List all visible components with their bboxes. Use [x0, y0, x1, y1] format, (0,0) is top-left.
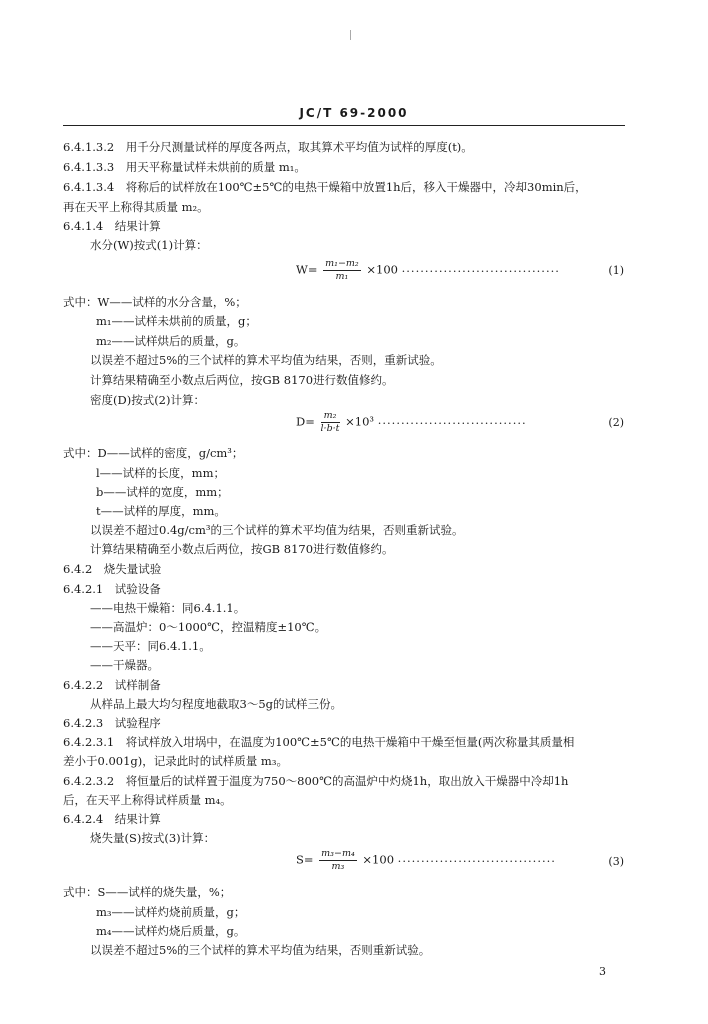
formula-numerator: m₁−m₂	[325, 258, 359, 269]
text-line: m₂——试样烘后的质量，g。	[96, 334, 246, 348]
formula-numerator: m₂	[321, 410, 340, 423]
text-line: 6.4.1.3.3 用天平称量试样未烘前的质量 m₁。	[63, 160, 306, 174]
text-line: 6.4.1.3.2 用千分尺测量试样的厚度各两点，取其算术平均值为试样的厚度(t)。	[63, 140, 473, 154]
section-heading: 6.4.2.3 试验程序	[63, 716, 161, 730]
formula-2	[296, 410, 527, 435]
formula-rhs: ×100	[366, 262, 398, 277]
formula-fraction	[321, 410, 340, 435]
header-rule	[63, 125, 625, 126]
text-line: ——天平：同6.4.1.1。	[90, 639, 211, 653]
text-line: 计算结果精确至小数点后两位，按GB 8170进行数值修约。	[90, 373, 394, 387]
text-line: ——干燥器。	[90, 658, 159, 672]
formula-1	[296, 258, 560, 283]
formula-lhs: D=	[296, 414, 315, 429]
formula-denominator: l·b·t	[320, 423, 340, 434]
text-line: ——电热干燥箱：同6.4.1.1。	[90, 601, 246, 615]
text-line: 6.4.1.3.4 将称后的试样放在100℃±5℃的电热干燥箱中放置1h后，移入干燥器中，冷却30min后，	[63, 180, 587, 194]
text-line: 式中：S——试样的烧失量，%；	[63, 885, 232, 899]
text-line: 以误差不超过5%的三个试样的算术平均值为结果，否则重新试验。	[90, 943, 431, 957]
text-line: 6.4.2.3.1 将试样放入坩埚中，在温度为100℃±5℃的电热干燥箱中干燥至恒量(两次称量其质量相	[63, 735, 575, 749]
section-heading: 6.4.2 烧失量试验	[63, 562, 162, 576]
equation-number: (1)	[608, 264, 624, 277]
text-line: ——高温炉：0～1000℃，控温精度±10℃。	[90, 620, 327, 634]
formula-rhs: ×100	[362, 852, 395, 867]
leader-dots: ··································	[397, 853, 556, 868]
text-line: 水分(W)按式(1)计算：	[90, 238, 208, 252]
formula-fraction	[319, 848, 357, 873]
formula-fraction	[323, 258, 361, 283]
text-line: 式中：W——试样的水分含量，%；	[63, 295, 247, 309]
text-line: 后，在天平上称得试样质量 m₄。	[63, 793, 232, 807]
text-line: 式中：D——试样的密度，g/cm³；	[63, 446, 244, 460]
text-line: 以误差不超过5%的三个试样的算术平均值为结果，否则，重新试验。	[90, 353, 442, 367]
text-line: 计算结果精确至小数点后两位，按GB 8170进行数值修约。	[90, 542, 394, 556]
text-line: m₁——试样未烘前的质量，g；	[96, 314, 257, 328]
scan-mark	[350, 30, 351, 40]
formula-lhs: W=	[296, 262, 318, 277]
section-heading: 6.4.2.4 结果计算	[63, 812, 161, 826]
page-number: 3	[599, 965, 606, 978]
text-line: l——试样的长度，mm；	[96, 466, 225, 480]
text-line: b——试样的宽度，mm；	[96, 485, 229, 499]
section-heading: 6.4.1.4 结果计算	[63, 219, 161, 233]
formula-lhs: S=	[296, 852, 314, 867]
formula-rhs: ×10³	[345, 414, 375, 429]
leader-dots: ································	[377, 415, 527, 430]
text-line: 烧失量(S)按式(3)计算：	[90, 831, 216, 845]
text-line: m₄——试样灼烧后质量，g。	[96, 924, 246, 938]
equation-number: (2)	[608, 416, 624, 429]
text-line: t——试样的厚度，mm。	[96, 504, 226, 518]
formula-denominator: m₁	[335, 271, 349, 282]
page-header: JC/T 69-2000	[299, 106, 409, 120]
text-line: 差小于0.001g)，记录此时的试样质量 m₃。	[63, 754, 288, 768]
text-line: m₃——试样灼烧前质量，g；	[96, 905, 246, 919]
section-heading: 6.4.2.2 试样制备	[63, 678, 161, 692]
formula-3	[296, 848, 556, 873]
text-line: 再在天平上称得其质量 m₂。	[63, 200, 209, 214]
leader-dots: ··································	[401, 263, 560, 278]
equation-number: (3)	[608, 855, 624, 868]
text-line: 6.4.2.3.2 将恒量后的试样置于温度为750～800℃的高温炉中灼烧1h，取出放入干燥器中冷却1h	[63, 774, 569, 788]
text-line: 以误差不超过0.4g/cm³的三个试样的算术平均值为结果，否则重新试验。	[90, 523, 464, 537]
formula-numerator: m₃−m₄	[321, 848, 355, 859]
formula-denominator: m₃	[331, 861, 345, 872]
text-line: 密度(D)按式(2)计算：	[90, 393, 205, 407]
section-heading: 6.4.2.1 试验设备	[63, 582, 161, 596]
text-line: 从样品上最大均匀程度地截取3～5g的试样三份。	[90, 697, 342, 711]
